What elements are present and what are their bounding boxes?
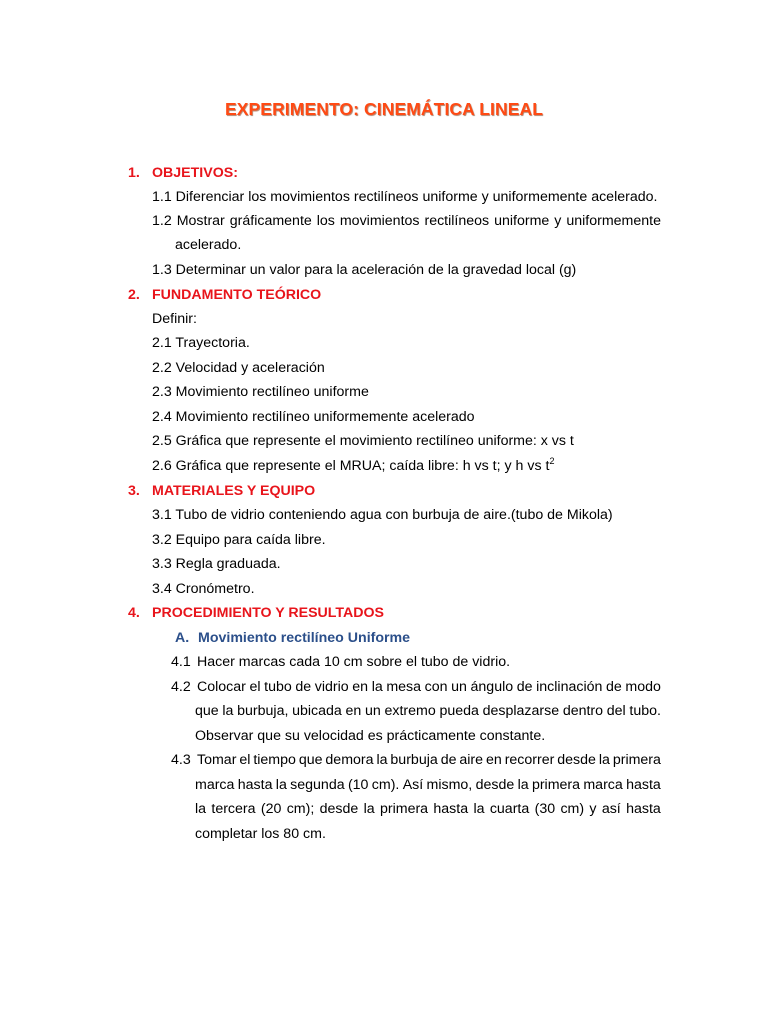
word: en [485,752,502,768]
theory-item: 2.1 Trayectoria. [152,335,250,351]
word: dentro [562,703,604,719]
word: hasta [433,801,469,817]
word: extremo [384,703,436,719]
section-heading-procedimiento [128,604,384,622]
word: pueda [439,703,479,719]
word: uniforme [494,213,550,229]
word: gráficamente [229,213,312,229]
word: segunda [290,777,345,793]
word: en [352,679,369,695]
word: 1.2 [152,213,172,229]
section-number: 2. [128,287,140,303]
word: primera [531,777,581,793]
word: tiempo [253,752,296,768]
word: burbuja, [237,703,289,719]
section-title: PROCEDIMIENTO Y RESULTADOS [152,605,385,621]
step-continuation-justified [195,702,661,720]
word: el [239,752,251,768]
word: y [554,213,562,229]
word: tubo. [629,703,661,719]
subsection-letter: A. [175,630,190,646]
word: hasta [626,801,661,817]
word: uniformemente [566,213,661,229]
theory-item: 2.3 Movimiento rectilíneo uniforme [152,384,369,400]
word: Así [402,777,424,793]
material-item: 3.2 Equipo para caída libre. [152,532,326,548]
word: del [606,703,626,719]
word: desde [319,801,359,817]
word: modo [625,679,661,695]
section-number: 3. [128,483,140,499]
word: hasta [237,777,273,793]
word: hasta [626,777,661,793]
procedure-step [171,751,661,769]
subsection-heading [175,629,410,647]
word: que [298,752,323,768]
word: (20 [260,801,282,817]
section-number: 1. [128,165,140,181]
word: la [473,801,485,817]
word: un [365,703,381,719]
word: marca [195,777,235,793]
superscript-exponent: 2 [549,456,555,466]
word: Tomar [197,752,237,768]
objective-item-justified [152,212,661,230]
word: cm); [286,801,315,817]
step-continuation: completar los 80 cm. [195,826,326,842]
word: demora [325,752,374,768]
word: de [606,679,622,695]
word: cm). [371,777,400,793]
step-text-justified [197,751,661,769]
word: tubo [264,679,292,695]
step-number: 4.1 [171,654,191,670]
word: primera [379,801,429,817]
word: con [424,679,448,695]
word: movimientos [339,213,420,229]
word: desplazarse [482,703,560,719]
procedure-step [171,678,661,696]
word: (30 [534,801,556,817]
word: inclinación [536,679,603,695]
section-title: OBJETIVOS: [152,165,238,181]
objective-item-continuation: acelerado. [175,237,242,253]
word: burbuja [390,752,438,768]
section-heading-fundamento [128,286,321,304]
word: rectilíneos [424,213,490,229]
word: desde [557,752,596,768]
word: la [275,777,287,793]
word: mismo, [426,777,473,793]
word: y [589,801,597,817]
word: ángulo [470,679,514,695]
step-number: 4.3 [171,752,191,768]
word: de [516,679,533,695]
step-continuation: Observar que su velocidad es prácticamente constante. [195,728,546,744]
word: vidrio [314,679,349,695]
word: (10 [347,777,369,793]
word: aire [459,752,484,768]
word: la [222,703,234,719]
word: de [295,679,312,695]
word: que [195,703,219,719]
objective-item: 1.3 Determinar un valor para la aceleración de la gravedad local (g) [152,262,577,278]
section-heading-materiales [128,482,315,500]
section-title: MATERIALES Y EQUIPO [152,483,316,499]
procedure-step [171,653,510,671]
section-number: 4. [128,605,140,621]
word: un [451,679,467,695]
step-number: 4.2 [171,679,191,695]
word: la [376,752,388,768]
material-item: 3.3 Regla graduada. [152,556,281,572]
word: primera [612,752,661,768]
theory-item: 2.2 Velocidad y aceleración [152,360,325,376]
step-continuation-justified [195,776,661,794]
word: tercera [211,801,256,817]
theory-item: 2.5 Gráfica que represente el movimiento rectilíneo uniforme: x vs t [152,433,574,449]
theory-item [152,457,554,475]
word: recorrer [504,752,555,768]
document-title: EXPERIMENTO: CINEMÁTICA LINEAL [224,99,543,119]
word: cm) [560,801,585,817]
word: cuarta [489,801,530,817]
subsection-title: Movimiento rectilíneo Uniforme [198,630,411,646]
word: desde [475,777,515,793]
word: en [345,703,362,719]
theory-item-text: 2.6 Gráfica que represente el MRUA; caída libre: h vs t; y h vs t [152,458,550,474]
word: el [249,679,261,695]
material-item: 3.1 Tubo de vidrio conteniendo agua con burbuja de aire.(tubo de Mikola) [152,507,613,523]
word: la [371,679,383,695]
step-continuation-justified [195,800,661,818]
section-heading-objetivos [128,164,238,182]
objective-item: 1.1 Diferenciar los movimientos rectilíneos uniforme y uniformemente acelerado. [152,189,658,205]
section-title: FUNDAMENTO TEÓRICO [152,287,322,303]
word: la [195,801,207,817]
word: Mostrar [176,213,225,229]
theory-item: Definir: [152,311,197,327]
step-text: Hacer marcas cada 10 cm sobre el tubo de vidrio. [197,654,511,670]
word: la [363,801,375,817]
material-item: 3.4 Cronómetro. [152,581,255,597]
word: marca [583,777,623,793]
word: los [316,213,335,229]
word: mesa [386,679,422,695]
word: Colocar [197,679,246,695]
word: ubicada [292,703,342,719]
word: la [598,752,610,768]
word: así [601,801,621,817]
word: de [440,752,457,768]
step-text-justified [197,678,661,696]
theory-item: 2.4 Movimiento rectilíneo uniformemente acelerado [152,409,475,425]
word: la [517,777,529,793]
